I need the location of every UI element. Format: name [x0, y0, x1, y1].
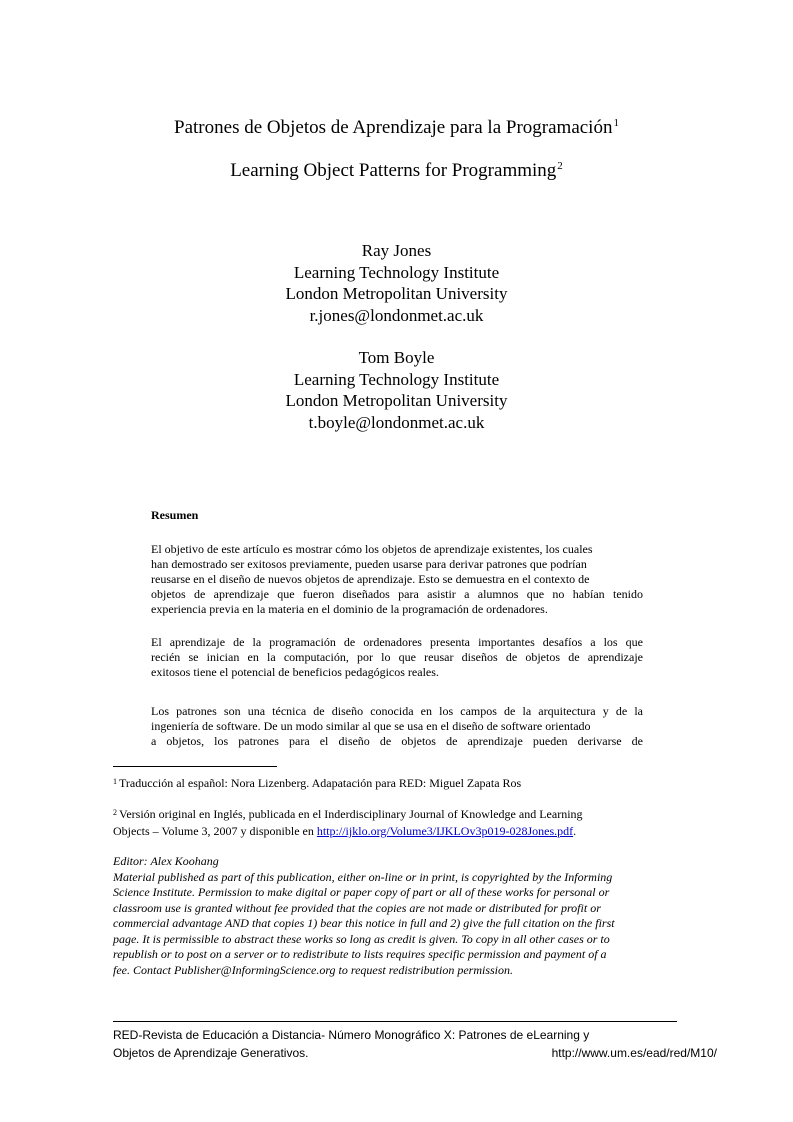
footnote-2	[113, 806, 673, 840]
text-line: experiencia previa en la materia en el dominio de la programación de ordenadores.	[151, 602, 548, 616]
notice-line: classroom use is granted without fee provided that the copies are not made or distributed for profit or	[113, 900, 601, 915]
author-institute: Learning Technology Institute	[293, 262, 500, 282]
author-block-1	[0, 240, 793, 326]
footnote-mark: 1	[113, 777, 117, 786]
footnote-text: Traducción al español: Nora Lizenberg. Adapatación para RED: Miguel Zapata Ros	[119, 776, 522, 790]
author-institute: Learning Technology Institute	[293, 369, 500, 389]
text-line: El objetivo de este artículo es mostrar cómo los objetos de aprendizaje existentes, los cuales	[151, 542, 593, 556]
abstract-paragraph-1	[151, 542, 643, 617]
editor-line: Editor: Alex Koohang	[113, 854, 219, 868]
title-spanish-text: Patrones de Objetos de Aprendizaje para la Programación	[174, 117, 613, 138]
text-line: exitosos tiene el potencial de beneficios pedagógicos reales.	[151, 665, 439, 679]
title-spanish	[0, 116, 793, 140]
footnote-mark: 2	[113, 808, 117, 817]
source-link[interactable]: http://ijklo.org/Volume3/IJKLOv3p019-028Jones.pdf	[316, 824, 574, 838]
author-name: Ray Jones	[361, 241, 432, 260]
notice-line: republish or to post on a server or to redistribute to lists requires specific permission and payment of a	[113, 947, 607, 961]
footnote-text: .	[573, 824, 577, 838]
notice-line: page. It is permissible to abstract these works so long as credit is given. To copy in all other cases or to	[113, 931, 610, 946]
editor-notice	[113, 854, 693, 978]
notice-line: fee. Contact Publisher@InformingScience.org to request redistribution permission.	[113, 962, 513, 977]
text-line: Los patrones son una técnica de diseño conocida en los campos de la arquitectura y de la	[151, 704, 643, 718]
author-university: London Metropolitan University	[285, 284, 508, 303]
footer-url[interactable]: http://www.um.es/ead/red/M10/	[551, 1046, 717, 1060]
author-university: London Metropolitan University	[285, 391, 508, 410]
author-block-2	[0, 347, 793, 433]
footer-issue-title: Objetos de Aprendizaje Generativos.	[113, 1046, 309, 1060]
footnote-ref-1[interactable]: 1	[613, 117, 619, 129]
text-line: a objetos, los patrones para el diseño de objetos de aprendizaje pueden derivarse de	[151, 734, 643, 748]
footer-divider	[113, 1021, 677, 1022]
text-line: El aprendizaje de la programación de ordenadores presenta importantes desafíos a los que	[151, 635, 643, 649]
abstract-heading: Resumen	[151, 508, 199, 522]
text-line: han demostrado ser exitosos previamente, pueden usarse para derivar patrones que podrían	[151, 557, 587, 571]
text-line: recién se inician en la computación, por lo que reusar diseños de objetos de aprendizaje	[151, 650, 643, 664]
footnote-divider	[113, 766, 277, 767]
footer-journal-line: RED-Revista de Educación a Distancia- Número Monográfico X: Patrones de eLearning y	[113, 1028, 590, 1042]
text-line: objetos de aprendizaje que fueron diseñados para asistir a alumnos que no habían tenido	[151, 587, 643, 601]
notice-line: commercial advantage AND that copies 1) bear this notice in full and 2) give the full citation on the first	[113, 916, 615, 930]
author-email[interactable]: r.jones@londonmet.ac.uk	[309, 305, 484, 325]
footnote-line	[113, 823, 673, 840]
footnote-text: Versión original en Inglés, publicada en el Inderdisciplinary Journal of Knowledge and Learning	[119, 807, 583, 821]
footnote-line	[113, 806, 673, 823]
abstract-paragraph-3	[151, 704, 643, 749]
footnote-ref-2[interactable]: 2	[557, 160, 563, 172]
text-line: ingeniería de software. De un modo similar al que se usa en el diseño de software orientado	[151, 719, 591, 733]
title-english-text: Learning Object Patterns for Programming	[230, 160, 557, 181]
title-english	[0, 159, 793, 183]
text-line: reusarse en el diseño de nuevos objetos de aprendizaje. Esto se demuestra en el contexto de	[151, 572, 590, 586]
author-email[interactable]: t.boyle@londonmet.ac.uk	[308, 412, 485, 432]
abstract-paragraph-2	[151, 635, 643, 680]
footer-issue-line	[113, 1044, 717, 1062]
notice-line: Material published as part of this publication, either on-line or in print, is copyrighted by the Informing	[113, 869, 613, 884]
footnote-1	[113, 775, 673, 792]
footnote-text: Objects – Volume 3, 2007 y disponible en	[113, 824, 317, 838]
notice-line: Science Institute. Permission to make digital or paper copy of part or all of these works for personal or	[113, 885, 610, 899]
author-name: Tom Boyle	[358, 348, 435, 367]
